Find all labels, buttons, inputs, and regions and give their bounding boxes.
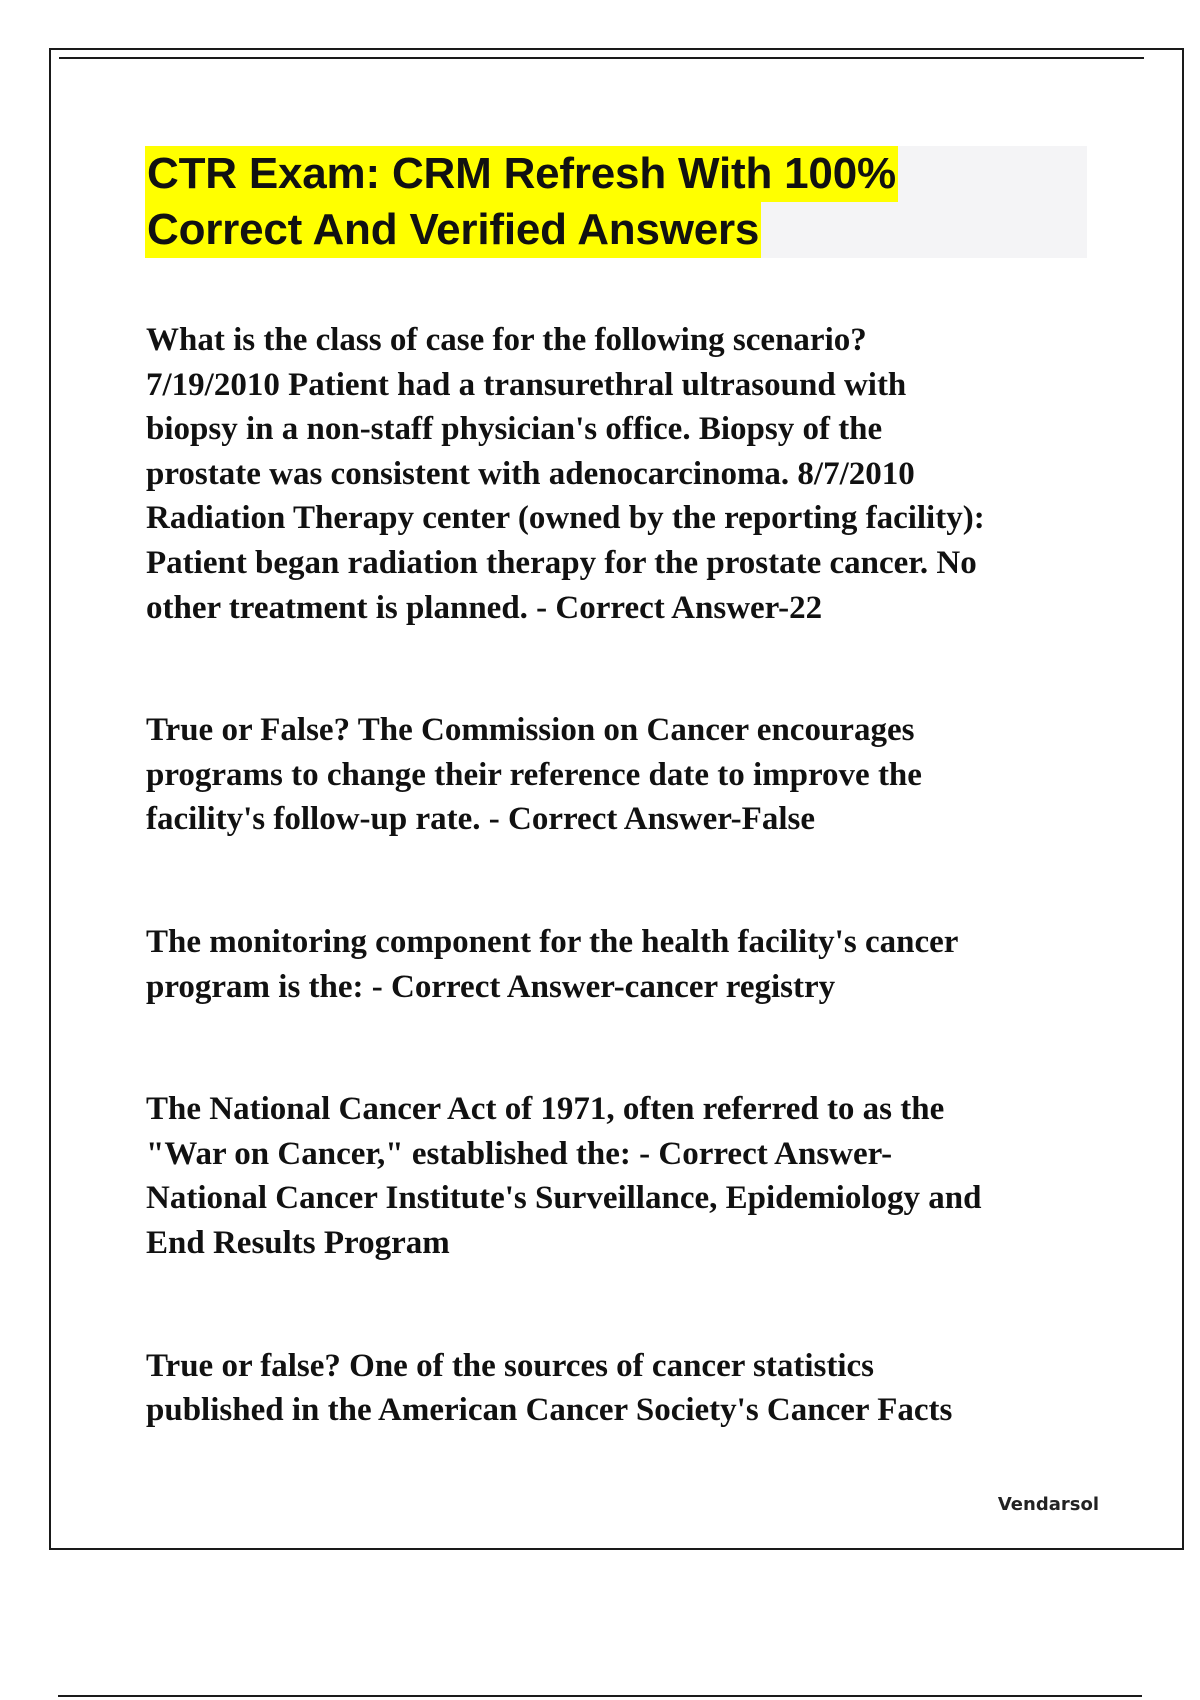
page-frame xyxy=(49,48,1184,1550)
question-1-line-5: Radiation Therapy center (owned by the reporting facility): xyxy=(146,500,985,537)
question-1-line-3: biopsy in a non-staff physician's office. Biopsy of the xyxy=(146,411,883,448)
question-3-line-2: program is the: - Correct Answer-cancer registry xyxy=(146,968,836,1005)
footer-brand: Vendarsol xyxy=(997,1494,1099,1515)
document-title xyxy=(145,146,1087,258)
question-4-line-1: The National Cancer Act of 1971, often referred to as the xyxy=(146,1091,945,1128)
question-4-line-3: National Cancer Institute's Surveillance, Epidemiology and xyxy=(146,1180,982,1217)
question-3 xyxy=(146,920,1136,1009)
question-1-line-2: 7/19/2010 Patient had a transurethral ultrasound with xyxy=(146,366,907,403)
question-4-line-4: End Results Program xyxy=(146,1224,450,1261)
question-1-line-6: Patient began radiation therapy for the prostate cancer. No xyxy=(146,544,977,581)
title-line-1: CTR Exam: CRM Refresh With 100% xyxy=(145,146,898,202)
top-rule xyxy=(59,57,1144,59)
question-1-line-1: What is the class of case for the following scenario? xyxy=(146,322,867,358)
title-line-2: Correct And Verified Answers xyxy=(145,202,761,258)
question-1-line-4: prostate was consistent with adenocarcinoma. 8/7/2010 xyxy=(146,455,915,492)
question-2-line-1: True or False? The Commission on Cancer encourages xyxy=(146,712,915,749)
question-2-line-3: facility's follow-up rate. - Correct Answer-False xyxy=(146,801,815,838)
question-3-line-1: The monitoring component for the health facility's cancer xyxy=(146,923,959,960)
bottom-rule xyxy=(58,1695,1142,1697)
question-5 xyxy=(146,1344,1136,1433)
question-1-line-7: other treatment is planned. - Correct Answer-22 xyxy=(146,589,823,626)
question-list xyxy=(146,318,1136,1433)
question-4 xyxy=(146,1087,1136,1265)
question-1 xyxy=(146,318,1136,630)
question-2 xyxy=(146,708,1136,842)
question-4-line-2: "War on Cancer," established the: - Correct Answer- xyxy=(146,1135,893,1172)
question-5-line-1: True or false? One of the sources of cancer statistics xyxy=(146,1347,874,1384)
question-2-line-2: programs to change their reference date to improve the xyxy=(146,756,922,793)
question-5-line-2: published in the American Cancer Society's Cancer Facts xyxy=(146,1392,953,1429)
